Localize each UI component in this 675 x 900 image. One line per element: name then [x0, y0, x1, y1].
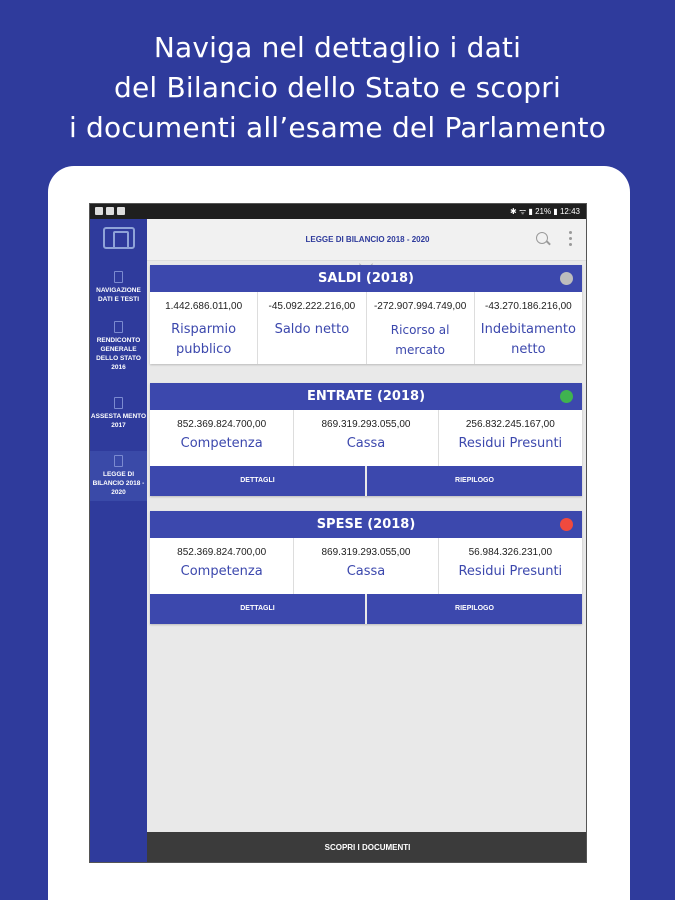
document-icon	[114, 397, 123, 409]
sidebar-item-legge-bilancio[interactable]	[90, 451, 147, 501]
cell-label: Competenza	[180, 436, 263, 451]
cell-value: 852.369.824.700,00	[177, 547, 267, 558]
cell-value: -272.907.994.749,00	[373, 301, 467, 312]
document-icon	[114, 455, 123, 467]
cell-label: Competenza	[180, 564, 263, 579]
saldi-cell-ricorso[interactable]	[367, 292, 475, 364]
cell-value: 869.319.293.055,00	[321, 547, 411, 558]
cell-value: 56.984.326.231,00	[468, 547, 553, 558]
cell-value: -45.092.222.216,00	[268, 301, 356, 312]
entrate-grid	[150, 410, 582, 466]
sidebar-item-navigazione[interactable]	[90, 271, 147, 304]
cell-label: Residui Presunti	[458, 436, 563, 451]
cell-label: Residui Presunti	[458, 564, 563, 579]
entrate-title: ENTRATE (2018)	[306, 389, 426, 404]
entrate-cell-residui[interactable]	[439, 410, 582, 466]
status-dot	[560, 518, 573, 531]
spese-grid	[150, 538, 582, 594]
saldi-grid	[150, 292, 582, 364]
headline-line-2: del Bilancio dello Stato e scopri	[114, 71, 561, 104]
entrate-dettagli-button[interactable]: DETTAGLI	[150, 466, 365, 496]
cell-value: 869.319.293.055,00	[321, 419, 411, 430]
scopri-documenti-button[interactable]: SCOPRI I DOCUMENTI	[147, 832, 587, 863]
headline-line-3: i documenti all’esame del Parlamento	[68, 111, 607, 144]
entrate-header	[150, 383, 582, 410]
saldi-card	[150, 265, 582, 364]
cell-label: Saldo netto	[274, 322, 350, 337]
spese-header	[150, 511, 582, 538]
cell-label: Cassa	[346, 564, 386, 579]
saldi-cell-risparmio[interactable]	[150, 292, 258, 364]
sidebar-item-rendiconto[interactable]	[90, 321, 147, 372]
spese-title: SPESE (2018)	[316, 517, 416, 532]
sidebar	[90, 219, 147, 863]
headline-line-1: Naviga nel dettaglio i dati	[153, 31, 522, 64]
document-icon	[114, 321, 123, 333]
spese-cell-residui[interactable]	[439, 538, 582, 594]
main-content	[147, 262, 587, 832]
status-indicators: ✱ ᯤ ▮ 21% ▮ 12:43	[510, 207, 580, 216]
entrate-cell-cassa[interactable]	[294, 410, 438, 466]
sidebar-item-label: ASSESTA MENTO 2017	[90, 413, 147, 429]
saldi-cell-saldo-netto[interactable]	[258, 292, 366, 364]
saldi-header	[150, 265, 582, 292]
cell-label: Risparmio pubblico	[171, 322, 237, 357]
entrate-buttons	[150, 466, 582, 496]
cell-value: -43.270.186.216,00	[485, 301, 572, 312]
cell-label: Ricorso al mercato	[390, 323, 450, 357]
sidebar-item-label: RENDICONTO GENERALE DELLO STATO 2016	[96, 337, 141, 371]
app-bar	[147, 219, 587, 261]
sidebar-item-label: LEGGE DI BILANCIO 2018 - 2020	[92, 471, 145, 496]
search-icon[interactable]	[536, 232, 548, 244]
spese-card	[150, 511, 582, 624]
spese-buttons	[150, 594, 582, 624]
spese-riepilogo-button[interactable]: RIEPILOGO	[365, 594, 582, 624]
entrate-card	[150, 383, 582, 496]
sidebar-item-label: NAVIGAZIONE DATI E TESTI	[96, 287, 141, 303]
more-vert-icon[interactable]	[569, 231, 572, 247]
notification-icon	[95, 207, 103, 215]
spese-cell-competenza[interactable]	[150, 538, 294, 594]
cell-value: 1.442.686.011,00	[165, 301, 243, 312]
app-logo-icon[interactable]	[103, 227, 135, 249]
entrate-cell-competenza[interactable]	[150, 410, 294, 466]
notification-icon	[106, 207, 114, 215]
notification-icons	[95, 207, 125, 215]
status-dot	[560, 272, 573, 285]
cell-value: 256.832.245.167,00	[465, 419, 555, 430]
device-screen	[89, 203, 587, 863]
spese-cell-cassa[interactable]	[294, 538, 438, 594]
notification-icon	[117, 207, 125, 215]
status-bar	[90, 204, 586, 219]
cell-label: Cassa	[346, 436, 386, 451]
cell-label: Indebitamento netto	[480, 322, 576, 357]
page-title: LEGGE DI BILANCIO 2018 - 2020	[305, 235, 430, 244]
document-icon	[114, 271, 123, 283]
saldi-cell-indebitamento[interactable]	[475, 292, 582, 364]
cell-value: 852.369.824.700,00	[177, 419, 267, 430]
sidebar-item-assestamento[interactable]	[90, 397, 147, 430]
saldi-title: SALDI (2018)	[318, 271, 414, 286]
promo-headline	[0, 28, 675, 148]
status-dot	[560, 390, 573, 403]
spese-dettagli-button[interactable]: DETTAGLI	[150, 594, 365, 624]
entrate-riepilogo-button[interactable]: RIEPILOGO	[365, 466, 582, 496]
